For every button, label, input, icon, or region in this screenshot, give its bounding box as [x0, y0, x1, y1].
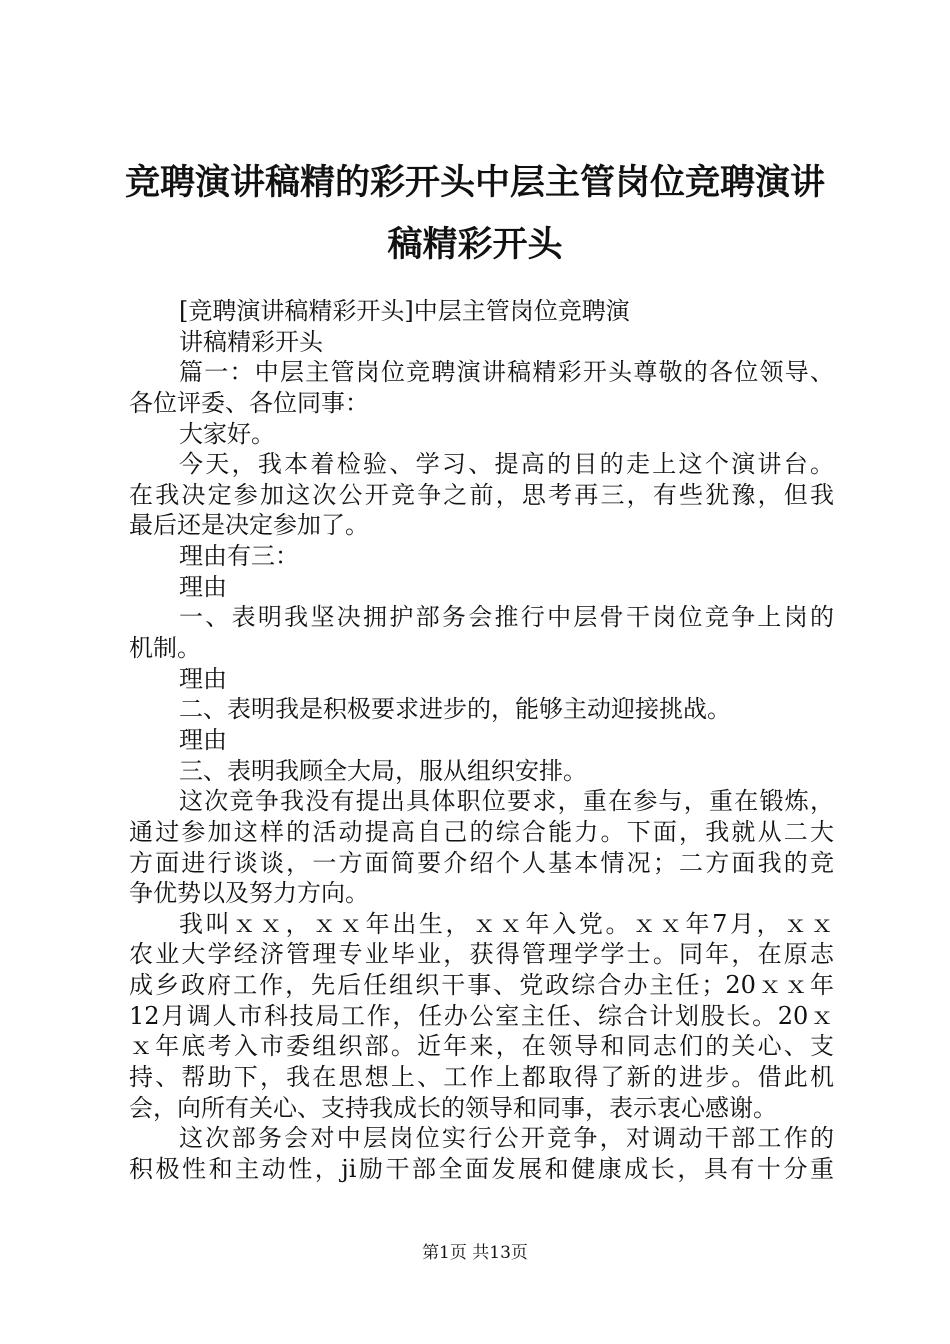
- text-line: 成乡政府工作，先后任组织干事、党政综合办主任；20ｘｘ年: [129, 971, 834, 1000]
- text-line: 理由: [179, 572, 227, 601]
- text-line: 理由: [179, 725, 227, 754]
- text-line: 在我决定参加这次公开竞争之前，思考再三，有些犹豫，但我: [129, 480, 834, 509]
- document-title-line-2: 稿精彩开头: [387, 224, 563, 265]
- text-line: 各位评委、各位同事：: [129, 388, 369, 417]
- text-line: 讲稿精彩开头: [179, 327, 323, 356]
- page-number-footer: 第1页 共13页: [422, 1243, 528, 1263]
- text-line: 一、表明我坚决拥护部务会推行中层骨干岗位竞争上岗的: [179, 603, 834, 632]
- text-line: 争优势以及努力方向。: [129, 879, 369, 908]
- text-line: 篇一：中层主管岗位竞聘演讲稿精彩开头尊敬的各位领导、: [179, 358, 834, 387]
- text-line: 今天，我本着检验、学习、提高的目的走上这个演讲台。: [179, 450, 834, 479]
- document-title-line-1: 竞聘演讲稿精的彩开头中层主管岗位竞聘演讲: [124, 162, 825, 203]
- text-line: 农业大学经济管理专业毕业，获得管理学学士。同年，在原志: [129, 940, 834, 969]
- text-line: 大家好。: [179, 419, 275, 448]
- text-line: 二、表明我是积极要求进步的，能够主动迎接挑战。: [179, 695, 731, 724]
- text-line: 通过参加这样的活动提高自己的综合能力。下面，我就从二大: [129, 817, 834, 846]
- document-body: [129, 296, 834, 1185]
- text-line: 这次部务会对中层岗位实行公开竞争，对调动干部工作的: [179, 1124, 834, 1153]
- text-line: 最后还是决定参加了。: [129, 511, 369, 540]
- text-line: 这次竞争我没有提出具体职位要求，重在参与，重在锻炼，: [179, 787, 834, 816]
- text-line: 理由: [179, 664, 227, 693]
- text-line: 积极性和主动性，ji励干部全面发展和健康成长，具有十分重: [129, 1154, 834, 1183]
- text-line: 三、表明我顾全大局，服从组织安排。: [179, 756, 587, 785]
- text-line: 理由有三：: [179, 542, 299, 571]
- text-line: 方面进行谈谈，一方面简要介绍个人基本情况；二方面我的竞: [129, 848, 834, 877]
- text-line: 12月调人市科技局工作，任办公室主任、综合计划股长。20ｘ: [129, 1001, 834, 1030]
- text-line: 我叫ｘｘ，ｘｘ年出生，ｘｘ年入党。ｘｘ年7月，ｘｘ: [179, 909, 834, 938]
- text-line: 会，向所有关心、支持我成长的领导和同事，表示衷心感谢。: [129, 1093, 777, 1122]
- text-line: ｘ年底考入市委组织部。近年来，在领导和同志们的关心、支: [129, 1032, 834, 1061]
- text-line: 机制。: [129, 634, 201, 663]
- text-line: 持、帮助下，我在思想上、工作上都取得了新的进步。借此机: [129, 1063, 834, 1092]
- text-line: [竞聘演讲稿精彩开头]中层主管岗位竞聘演: [179, 297, 630, 325]
